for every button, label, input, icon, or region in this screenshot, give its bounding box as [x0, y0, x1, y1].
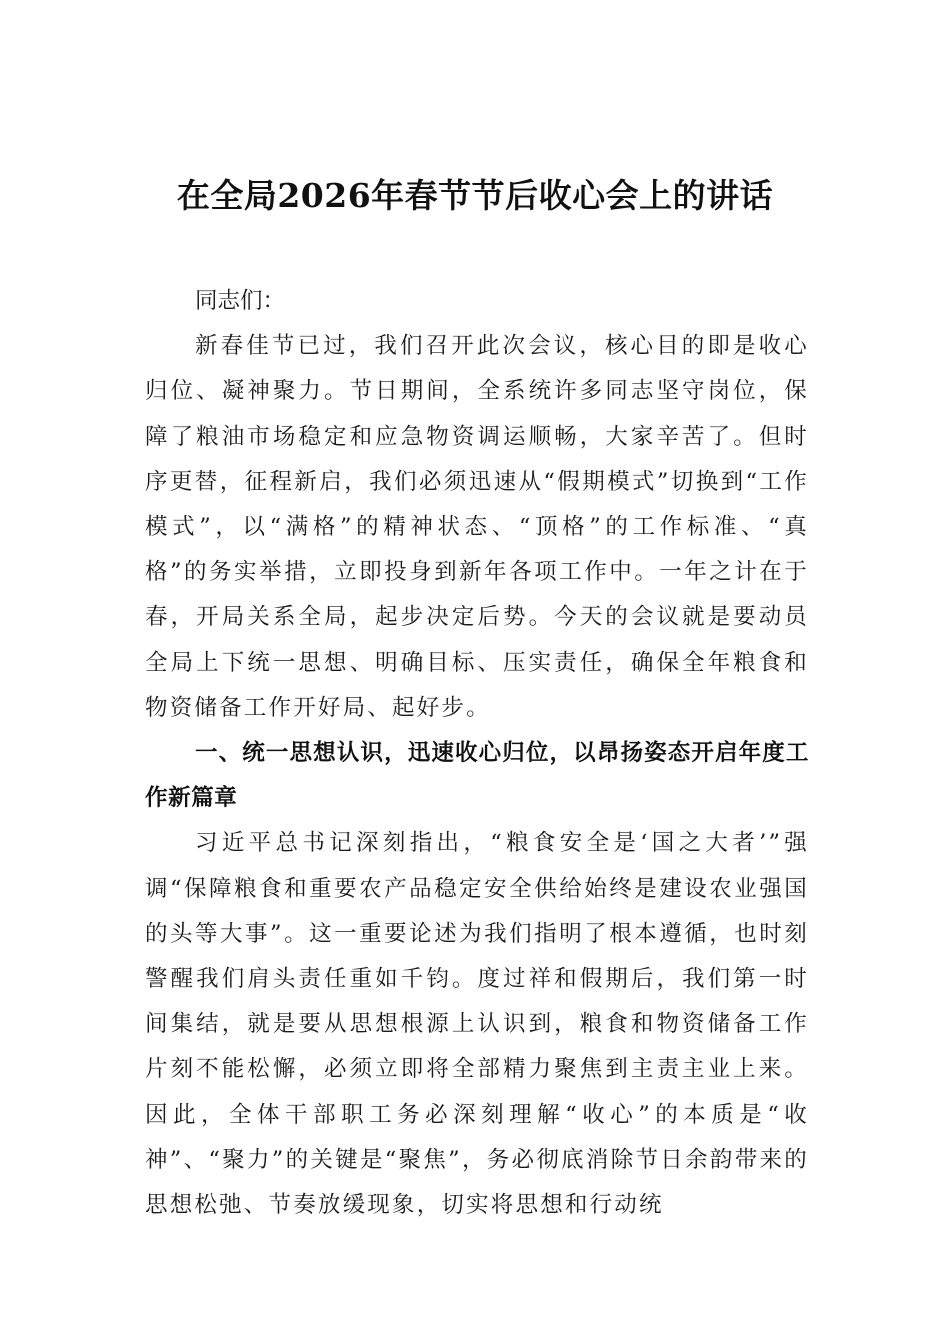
greeting: 同志们：	[195, 288, 286, 314]
intro-paragraph: 新春佳节已过，我们召开此次会议，核心目的即是收心归位、凝神聚力。节日期间，全系统许多同志坚守岗位，保障了粮油市场稳定和应急物资调运顺畅，大家辛苦了。但时序更替，征程新启，我们必须迅速从“假期模式”切换到“工作模式”，以“满格”的精神状态、“顶格”的工作标准、“真格”的务实举措，立即投身到新年各项工作中。一年之计在于春，开局关系全局，起步决定后势。今天的会议就是要动员全局上下统一思想、明确目标、压实责任，确保全年粮食和物资储备工作开好局、起好步。	[145, 333, 809, 721]
document-body	[145, 279, 809, 1228]
section-heading: 一、统一思想认识，迅速收心归位，以昂扬姿态开启年度工作新篇章	[145, 740, 809, 812]
section-paragraph: 习近平总书记深刻指出，“粮食安全是‘国之大者’”强调“保障粮食和重要农产品稳定安全供给始终是建设农业强国的头等大事”。这一重要论述为我们指明了根本遵循，也时刻警醒我们肩头责任重如千钧。度过祥和假期后，我们第一时间集结，就是要从思想根源上认识到，粮食和物资储备工作片刻不能松懈，必须立即将全部精力聚焦到主责主业上来。因此，全体干部职工务必深刻理解“收心”的本质是“收神”、“聚力”的关键是“聚焦”，务必彻底消除节日余韵带来的思想松弛、节奏放缓现象，切实将思想和行动统	[145, 830, 809, 1219]
document-title: 在全局2026年春节节后收心会上的讲话	[176, 176, 774, 215]
